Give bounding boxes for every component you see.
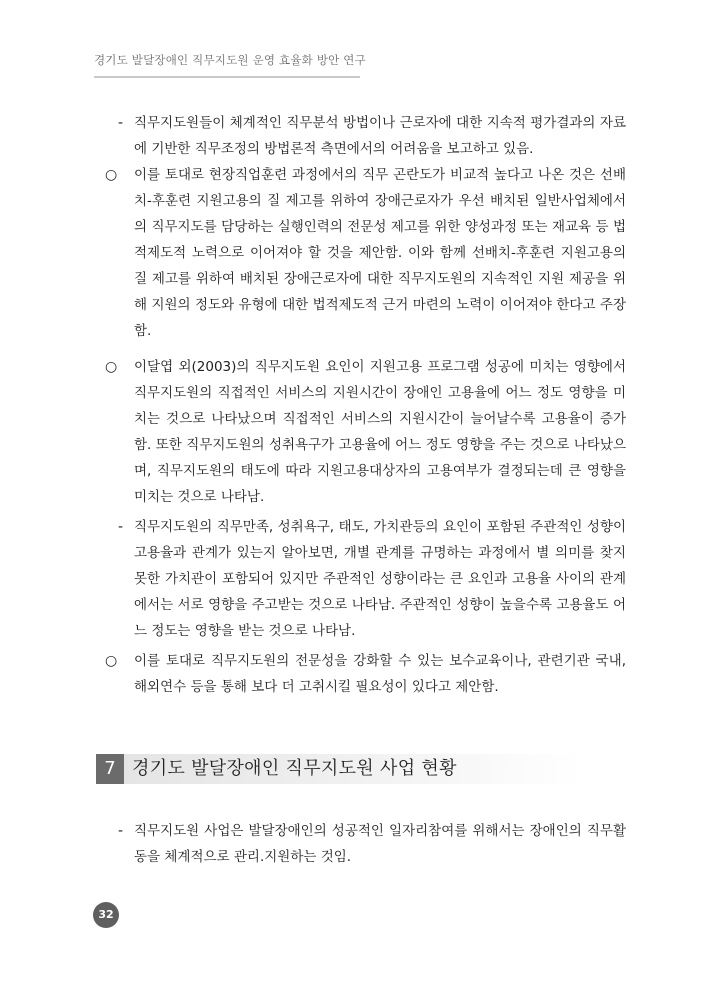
circle-bullet: ○ — [105, 167, 118, 183]
paragraph-4: 직무지도원의 직무만족, 성취욕구, 태도, 가치관등의 요인이 포함된 주관적인 성향이 고용율과 관계가 있는지 알아보면, 개별 관계를 규명하는 과정에서 별 의미를 찾지 못한 가치관이 포함되어 있지만 주관적인 성향이라는 큰 요인과 고용율 사이의 관계에서는 서로 영향을 주고받는 것으로 나타남. 주관적인 성향이 높을수록 고용율도 어느 정도는 영향을 받는 것으로 나타남. — [134, 519, 626, 639]
paragraph-3: 이달엽 외(2003)의 직무지도원 요인이 지원고용 프로그램 성공에 미치는 영향에서 직무지도원의 직접적인 서비스의 지원시간이 장애인 고용율에 어느 정도 영향을 미치는 것으로 나타났으며 직접적인 서비스의 지원시간이 늘어날수록 고용율이 증가함. 또한 직무지도원의 성취욕구가 고용율에 어느 정도 영향을 주는 것으로 나타났으며, 직무지도원의 태도에 따라 지원고용대상자의 고용여부가 결정되는데 큰 영향을 미치는 것으로 나타남. — [134, 359, 626, 505]
dash-bullet: - — [118, 115, 124, 131]
dash-bullet: - — [118, 519, 124, 535]
paragraph-2: 이를 토대로 현장직업훈련 과정에서의 직무 곤란도가 비교적 높다고 나온 것은 선배치-후훈련 지원고용의 질 제고를 위하여 장애근로자가 우선 배치된 일반사업체에서의 직무지도를 담당하는 실행인력의 전문성 제고를 위한 양성과정 또는 재교육 등 법적제도적 노력으로 이어져야 할 것을 제안함. 이와 함께 선배치-후훈련 지원고용의 질 제고를 위하여 배치된 장애근로자에 대한 직무지도원의 지속적인 지원 제공을 위해 지원의 정도와 유형에 대한 법적제도적 근거 마련의 노력이 이어져야 한다고 주장함. — [134, 167, 626, 339]
page-number-badge: 32 — [93, 902, 119, 928]
circle-bullet: ○ — [105, 359, 118, 375]
paragraph-1: 직무지도원들이 체계적인 직무분석 방법이나 근로자에 대한 지속적 평가결과의 자료에 기반한 직무조정의 방법론적 측면에서의 어려움을 보고하고 있음. — [134, 115, 626, 157]
section-title: 경기도 발달장애인 직무지도원 사업 현황 — [132, 758, 457, 779]
paragraph-5: 이를 토대로 직무지도원의 전문성을 강화할 수 있는 보수교육이나, 관련기관 국내, 해외연수 등을 통해 보다 더 고취시킬 필요성이 있다고 제안함. — [134, 653, 626, 695]
section-paragraph-1: 직무지도원 사업은 발달장애인의 성공적인 일자리참여를 위해서는 장애인의 직무활동을 체계적으로 관리.지원하는 것임. — [134, 823, 626, 865]
header-rule — [94, 76, 360, 78]
circle-bullet: ○ — [105, 653, 118, 669]
running-title: 경기도 발달장애인 직무지도원 운영 효율화 방안 연구 — [94, 53, 366, 67]
dash-bullet: - — [118, 823, 124, 839]
section-number: 7 — [96, 754, 124, 784]
